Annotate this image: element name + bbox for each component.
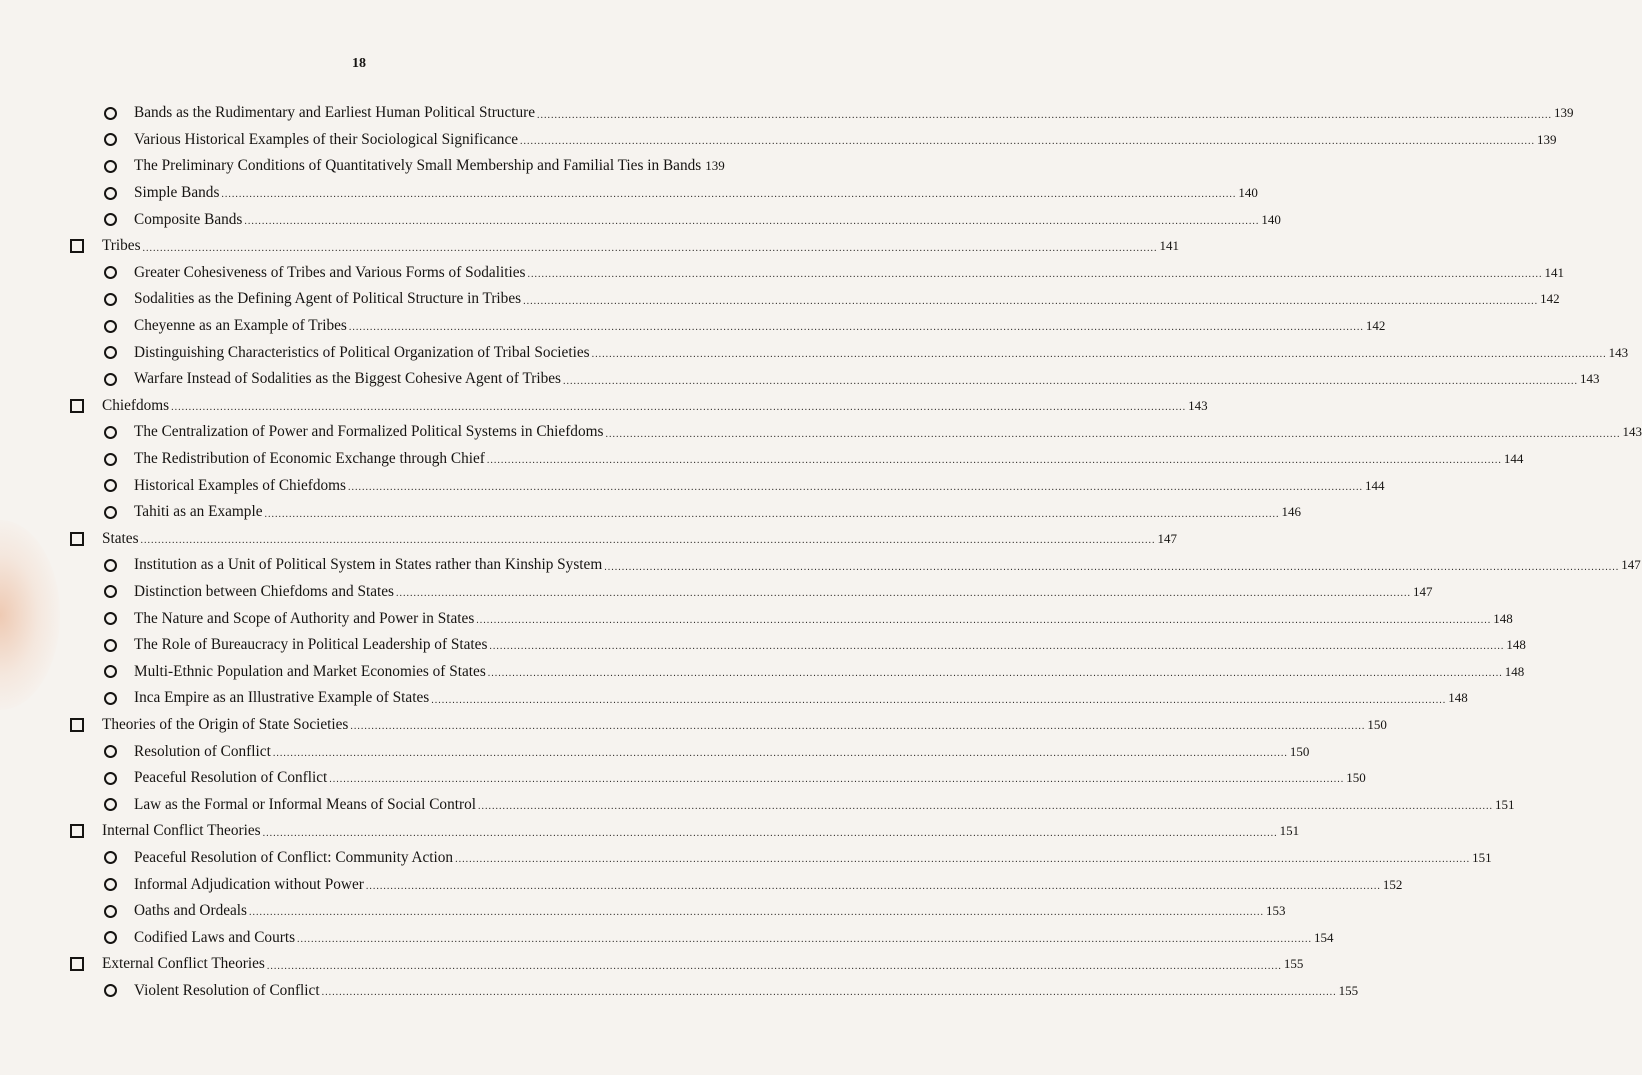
toc-entry-title: Oaths and Ordeals (134, 902, 247, 920)
toc-subentry-row (60, 339, 1629, 366)
toc-entry-page-number: 144 (1365, 477, 1385, 493)
toc-entry-title: The Centralization of Power and Formalized Political Systems in Chiefdoms (134, 423, 604, 441)
toc-section-row (60, 526, 1178, 553)
circle-bullet-icon (104, 426, 117, 439)
circle-bullet-icon (104, 160, 117, 173)
toc-entry-page-number: 150 (1346, 770, 1366, 786)
dot-leader (267, 961, 1282, 978)
toc-entry-title: Multi-Ethnic Population and Market Economies of States (134, 662, 486, 680)
toc-entry-page-number: 148 (1504, 663, 1525, 679)
dot-leader (249, 907, 1264, 924)
toc-entry-page-number: 139 (1537, 131, 1557, 147)
toc-subentry-row (60, 738, 1310, 765)
toc-entry-title: Historical Examples of Chiefdoms (134, 476, 346, 494)
dot-leader (523, 296, 1538, 313)
toc-entry-title: Greater Cohesiveness of Tribes and Various Forms of Sodalities (134, 263, 526, 281)
dot-leader (431, 695, 1446, 712)
circle-bullet-icon (104, 559, 117, 572)
toc-subentry-row (60, 153, 725, 180)
circle-bullet-icon (104, 479, 117, 492)
dot-leader (143, 243, 1158, 260)
toc-subentry-row (60, 127, 1557, 154)
dot-leader (348, 482, 1363, 499)
toc-entry-page-number: 155 (1338, 982, 1359, 998)
toc-subentry-row (60, 100, 1574, 127)
toc-entry-title: Chiefdoms (102, 396, 170, 414)
toc-entry-title: Theories of the Origin of State Societies (102, 715, 349, 733)
dot-leader (221, 189, 1236, 206)
toc-entry-page-number: 143 (1622, 424, 1642, 440)
toc-entry-page-number: 150 (1367, 716, 1387, 732)
toc-entry-title: Internal Conflict Theories (102, 822, 261, 840)
toc-entry-title: Cheyenne as an Example of Tribes (134, 317, 347, 335)
dot-leader (476, 615, 1491, 632)
toc-entry-page-number: 148 (1448, 690, 1468, 706)
toc-entry-page-number: 141 (1159, 238, 1180, 254)
toc-subentry-row (60, 658, 1525, 685)
toc-entry-title: Composite Bands (134, 210, 243, 228)
toc-entry-page-number: 141 (1544, 264, 1564, 280)
toc-entry-page-number: 150 (1289, 743, 1310, 759)
toc-entry-title: Codified Laws and Courts (134, 928, 296, 946)
circle-bullet-icon (104, 187, 117, 200)
dot-leader (297, 934, 1312, 951)
toc-entry-page-number: 139 (1554, 105, 1574, 121)
toc-subentry-row (60, 313, 1386, 340)
dot-leader (487, 455, 1502, 472)
circle-bullet-icon (104, 745, 117, 758)
toc-subentry-row (60, 579, 1433, 606)
toc-entry-title: Peaceful Resolution of Conflict: Community Action (134, 848, 454, 866)
toc-subentry-row (60, 499, 1301, 526)
circle-bullet-icon (104, 213, 117, 226)
toc-entry-title: Tahiti as an Example (134, 503, 263, 521)
toc-entry-page-number: 143 (1188, 397, 1208, 413)
toc-entry-title: Distinction between Chiefdoms and States (134, 582, 395, 600)
toc-entry-page-number: 153 (1266, 903, 1286, 919)
toc-entry-page-number: 155 (1283, 956, 1304, 972)
toc-entry-page-number: 148 (1493, 610, 1513, 626)
toc-entry-title: Bands as the Rudimentary and Earliest Human Political Structure (134, 104, 536, 122)
toc-entry-title: Violent Resolution of Conflict (134, 981, 320, 999)
dot-leader (263, 828, 1278, 845)
toc-section-row (60, 951, 1304, 978)
toc-entry-title: Simple Bands (134, 184, 220, 202)
table-of-contents (60, 100, 1642, 1004)
toc-entry-title: Law as the Formal or Informal Means of Social Control (134, 795, 476, 813)
circle-bullet-icon (104, 692, 117, 705)
circle-bullet-icon (104, 293, 117, 306)
toc-entry-title: Resolution of Conflict (134, 742, 271, 760)
toc-entry-page-number: 151 (1279, 823, 1300, 839)
toc-subentry-row (60, 180, 1258, 207)
circle-bullet-icon (104, 373, 117, 386)
dot-leader (604, 562, 1619, 579)
circle-bullet-icon (104, 585, 117, 598)
dot-leader (605, 429, 1620, 446)
dot-leader (527, 269, 1542, 286)
toc-subentry-row (60, 765, 1366, 792)
dot-leader (322, 987, 1337, 1004)
toc-section-row (60, 393, 1208, 420)
circle-bullet-icon (104, 905, 117, 918)
dot-leader (396, 588, 1411, 605)
dot-leader (350, 721, 1365, 738)
toc-entry-title: Warfare Instead of Sodalities as the Biggest Cohesive Agent of Tribes (134, 370, 562, 388)
toc-entry-page-number: 140 (1261, 211, 1281, 227)
toc-entry-title: The Nature and Scope of Authority and Power in States (134, 609, 475, 627)
toc-entry-title: Institution as a Unit of Political System in States rather than Kinship System (134, 556, 603, 574)
toc-subentry-row (60, 260, 1564, 287)
square-bullet-icon (70, 399, 84, 413)
toc-entry-title: Inca Empire as an Illustrative Example of States (134, 689, 430, 707)
toc-entry-page-number: 148 (1506, 637, 1526, 653)
toc-entry-page-number: 147 (1157, 530, 1178, 546)
toc-entry-title: Various Historical Examples of their Sociological Significance (134, 130, 519, 148)
toc-subentry-row (60, 871, 1403, 898)
toc-entry-title: Sodalities as the Defining Agent of Political Structure in Tribes (134, 290, 522, 308)
circle-bullet-icon (104, 665, 117, 678)
dot-leader (329, 774, 1344, 791)
toc-subentry-row (60, 924, 1334, 951)
toc-entry-title: Tribes (102, 237, 141, 255)
page-number: 18 (352, 56, 366, 71)
dot-leader (244, 216, 1259, 233)
dot-leader (455, 854, 1470, 871)
toc-subentry-row (60, 552, 1641, 579)
dot-leader (563, 376, 1578, 393)
circle-bullet-icon (104, 107, 117, 120)
circle-bullet-icon (104, 346, 117, 359)
toc-subentry-row (60, 366, 1600, 393)
dot-leader (366, 881, 1381, 898)
page-edge-shadow (0, 520, 60, 710)
toc-entry-page-number: 139 (705, 158, 725, 174)
toc-subentry-row (60, 472, 1385, 499)
toc-entry-page-number: 152 (1382, 876, 1403, 892)
square-bullet-icon (70, 532, 84, 546)
toc-subentry-row (60, 446, 1524, 473)
toc-entry-page-number: 151 (1494, 796, 1515, 812)
toc-subentry-row (60, 206, 1281, 233)
toc-subentry-row (60, 978, 1359, 1005)
toc-subentry-row (60, 685, 1468, 712)
toc-subentry-row (60, 898, 1286, 925)
circle-bullet-icon (104, 984, 117, 997)
square-bullet-icon (70, 239, 84, 253)
toc-subentry-row (60, 791, 1515, 818)
square-bullet-icon (70, 718, 84, 732)
toc-section-row (60, 818, 1300, 845)
circle-bullet-icon (104, 320, 117, 333)
circle-bullet-icon (104, 612, 117, 625)
toc-entry-title: States (102, 529, 139, 547)
circle-bullet-icon (104, 639, 117, 652)
toc-entry-title: Distinguishing Characteristics of Political Organization of Tribal Societies (134, 343, 590, 361)
dot-leader (265, 509, 1280, 526)
toc-entry-page-number: 144 (1503, 451, 1524, 467)
circle-bullet-icon (104, 772, 117, 785)
toc-entry-page-number: 140 (1238, 185, 1258, 201)
circle-bullet-icon (104, 453, 117, 466)
dot-leader (489, 641, 1504, 658)
dot-leader (592, 349, 1607, 366)
toc-subentry-row (60, 419, 1642, 446)
toc-entry-page-number: 142 (1365, 318, 1386, 334)
toc-section-row (60, 233, 1180, 260)
toc-entry-title: Informal Adjudication without Power (134, 875, 364, 893)
toc-section-row (60, 712, 1387, 739)
toc-entry-page-number: 147 (1413, 583, 1433, 599)
dot-leader (273, 748, 1288, 765)
dot-leader (488, 668, 1503, 685)
toc-entry-title: The Redistribution of Economic Exchange through Chief (134, 450, 485, 468)
circle-bullet-icon (104, 798, 117, 811)
dot-leader (141, 535, 1156, 552)
circle-bullet-icon (104, 506, 117, 519)
toc-entry-page-number: 147 (1621, 557, 1641, 573)
dot-leader (478, 801, 1493, 818)
circle-bullet-icon (104, 266, 117, 279)
circle-bullet-icon (104, 851, 117, 864)
toc-subentry-row (60, 605, 1513, 632)
toc-entry-page-number: 142 (1540, 291, 1560, 307)
toc-subentry-row (60, 845, 1492, 872)
toc-subentry-row (60, 632, 1526, 659)
toc-entry-page-number: 151 (1472, 849, 1492, 865)
toc-entry-page-number: 143 (1580, 371, 1600, 387)
toc-entry-title: The Preliminary Conditions of Quantitatively Small Membership and Familial Ties in Bands (134, 157, 702, 175)
circle-bullet-icon (104, 931, 117, 944)
dot-leader (171, 402, 1186, 419)
toc-entry-page-number: 143 (1608, 344, 1629, 360)
toc-entry-page-number: 146 (1281, 504, 1301, 520)
toc-entry-page-number: 154 (1314, 929, 1334, 945)
toc-entry-title: The Role of Bureaucracy in Political Leadership of States (134, 636, 488, 654)
dot-leader (520, 136, 1535, 153)
dot-leader (349, 322, 1364, 339)
circle-bullet-icon (104, 878, 117, 891)
square-bullet-icon (70, 824, 84, 838)
dot-leader (537, 110, 1552, 127)
circle-bullet-icon (104, 133, 117, 146)
toc-subentry-row (60, 286, 1560, 313)
square-bullet-icon (70, 957, 84, 971)
toc-entry-title: External Conflict Theories (102, 955, 265, 973)
toc-entry-title: Peaceful Resolution of Conflict (134, 769, 328, 787)
